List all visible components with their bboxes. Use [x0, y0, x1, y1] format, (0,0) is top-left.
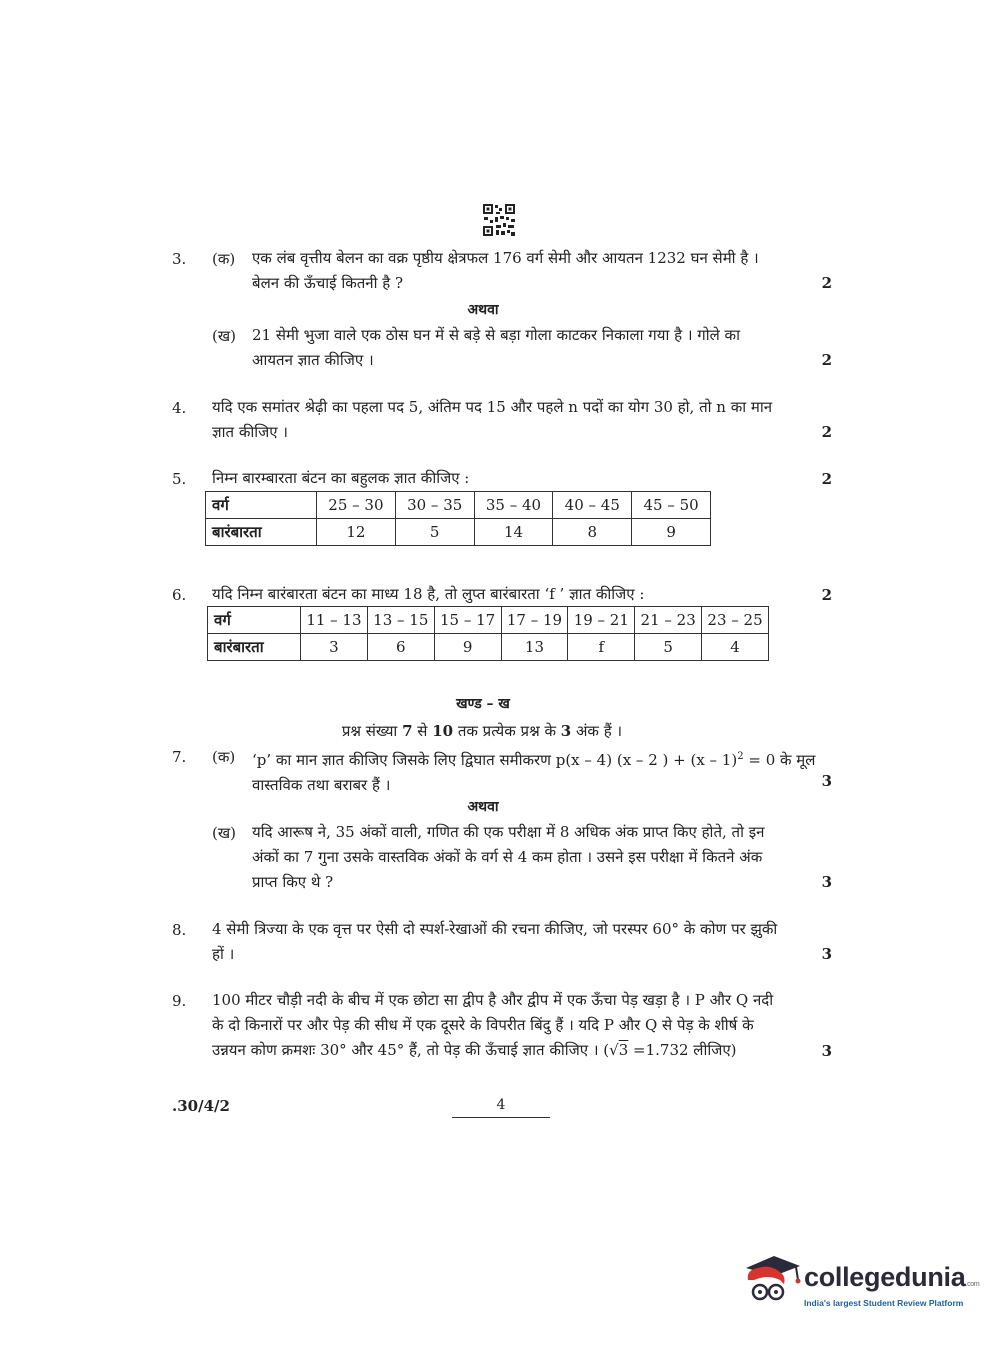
- table-row: [206, 519, 711, 546]
- brand-domain: .com: [965, 1281, 980, 1288]
- table-cell: 6: [367, 634, 434, 661]
- sub-label: (ख): [212, 327, 236, 345]
- question-9-text: [212, 988, 773, 1063]
- qr-code-icon: [482, 203, 516, 237]
- marks: 3: [821, 873, 832, 891]
- exponent: 2: [737, 751, 744, 762]
- question-number: 7.: [172, 748, 187, 766]
- question-6-text: यदि निम्न बारंबारता बंटन का माध्य 18 है, तो लुप्त बारंबारता ‘f ’ ज्ञात कीजिए :: [212, 585, 645, 603]
- table-cell: 3: [301, 634, 368, 661]
- marks: 3: [821, 772, 832, 790]
- instruction-text: अंक हैं ।: [571, 722, 623, 740]
- marks: 2: [821, 274, 832, 292]
- text-line: ज्ञात कीजिए ।: [212, 423, 288, 441]
- table-cell: 40 – 45: [553, 492, 632, 519]
- text-line: वास्तविक तथा बराबर हैं ।: [252, 776, 391, 794]
- question-5-text: निम्न बारम्बारता बंटन का बहुलक ज्ञात कीजिए :: [212, 469, 470, 487]
- table-row: [206, 492, 711, 519]
- text-line: हों ।: [212, 945, 235, 963]
- brand-tagline: India's largest Student Review Platform: [804, 1298, 964, 1308]
- brand-name: [804, 1262, 979, 1293]
- table-cell: 21 – 23: [635, 607, 702, 634]
- question-number: 6.: [172, 586, 187, 604]
- text-line: यदि आरूष ने, 35 अंकों वाली, गणित की एक परीक्षा में 8 अधिक अंक प्राप्त किए होते, तो इन: [252, 823, 765, 841]
- table-cell: 4: [702, 634, 769, 661]
- marks: 3: [821, 1042, 832, 1060]
- equation-text: = 0 के मूल: [743, 751, 816, 769]
- text-line: 4 सेमी त्रिज्या के एक वृत्त पर ऐसी दो स्पर्श-रेखाओं की रचना कीजिए, जो परस्पर 60° के कोण पर झुकी: [212, 920, 778, 938]
- text-line: [252, 744, 815, 773]
- text-line: के दो किनारों पर और पेड़ की सीध में एक दूसरे के विपरीत बिंदु हैं । यदि P और Q से पेड़ के शीर्ष के: [212, 1016, 754, 1034]
- text-line: एक लंब वृत्तीय बेलन का वक्र पृष्ठीय क्षेत्रफल 176 वर्ग सेमी और आयतन 1232 घन सेमी है ।: [252, 249, 759, 267]
- text-line: बेलन की ऊँचाई कितनी है ?: [252, 274, 404, 292]
- marks: 2: [821, 351, 832, 369]
- or-label: अथवा: [467, 302, 499, 318]
- marks: 2: [821, 423, 832, 441]
- question-number: 8.: [172, 921, 187, 939]
- table-header-cell: बारंबारता: [208, 634, 301, 661]
- table-cell: 13: [501, 634, 568, 661]
- instruction-text: तक प्रत्येक प्रश्न के: [453, 722, 561, 740]
- instruction-number: 10: [432, 722, 454, 740]
- mascot-logo-icon: [740, 1250, 802, 1310]
- table-header-cell: वर्ग: [208, 607, 301, 634]
- table-cell: 30 – 35: [395, 492, 474, 519]
- text-line: 21 सेमी भुजा वाले एक ठोस घन में से बड़े से बड़ा गोला काटकर निकाला गया है । गोले का: [252, 326, 740, 344]
- table-cell: 12: [317, 519, 396, 546]
- frequency-table: [205, 491, 711, 546]
- table-cell: 5: [635, 634, 702, 661]
- table-cell: f: [568, 634, 635, 661]
- table-cell: 23 – 25: [702, 607, 769, 634]
- table-header-cell: बारंबारता: [206, 519, 317, 546]
- question-7b-text: [252, 820, 764, 895]
- table-cell: 11 – 13: [301, 607, 368, 634]
- sub-label: (क): [212, 748, 236, 766]
- table-cell: 45 – 50: [632, 492, 711, 519]
- text-line: 100 मीटर चौड़ी नदी के बीच में एक छोटा सा द्वीप है और द्वीप में एक ऊँचा पेड़ खड़ा है । P और Q नदी: [212, 991, 774, 1009]
- table-cell: 14: [474, 519, 553, 546]
- table-cell: 35 – 40: [474, 492, 553, 519]
- instruction-number: 7: [402, 722, 413, 740]
- table-row: [208, 634, 769, 661]
- text-line: यदि एक समांतर श्रेढ़ी का पहला पद 5, अंतिम पद 15 और पहले n पदों का योग 30 हो, तो n का मान: [212, 398, 773, 416]
- text-line: अंकों का 7 गुना उसके वास्तविक अंकों के वर्ग से 4 कम होता । उसने इस परीक्षा में कितने अंक: [252, 848, 763, 866]
- question-3a-text: [252, 246, 759, 296]
- marks: 2: [821, 586, 832, 604]
- table-cell: 19 – 21: [568, 607, 635, 634]
- table-cell: 5: [395, 519, 474, 546]
- question-3b-text: [252, 323, 740, 373]
- radicand: 3: [618, 1041, 629, 1059]
- table-cell: 9: [434, 634, 501, 661]
- table-cell: 13 – 15: [367, 607, 434, 634]
- text-line: प्राप्त किए थे ?: [252, 873, 334, 891]
- table-cell: 17 – 19: [501, 607, 568, 634]
- table-cell: 9: [632, 519, 711, 546]
- paper-code: .30/4/2: [172, 1097, 230, 1115]
- table-header-cell: वर्ग: [206, 492, 317, 519]
- table-row: [208, 607, 769, 634]
- question-number: 3.: [172, 250, 187, 268]
- equation-text: ‘p’ का मान ज्ञात कीजिए जिसके लिए द्विघात समीकरण p(x – 4) (x – 2 ) + (x – 1): [252, 751, 738, 769]
- question-8-text: [212, 917, 777, 967]
- question-number: 5.: [172, 470, 187, 488]
- instruction-text: से: [412, 722, 433, 740]
- brand-name-text: collegedunia: [804, 1262, 966, 1292]
- instruction-text: प्रश्न संख्या: [341, 722, 403, 740]
- or-label: अथवा: [467, 799, 499, 815]
- text-line: [212, 1038, 773, 1063]
- text-line: आयतन ज्ञात कीजिए ।: [252, 351, 374, 369]
- question-number: 9.: [172, 992, 187, 1010]
- question-4-text: [212, 395, 772, 445]
- question-number: 4.: [172, 399, 187, 417]
- table-cell: 8: [553, 519, 632, 546]
- question-7a-text: [252, 744, 815, 798]
- table-cell: 15 – 17: [434, 607, 501, 634]
- sub-label: (क): [212, 250, 236, 268]
- section-instruction: [0, 719, 964, 743]
- marks: 3: [821, 945, 832, 963]
- sub-label: (ख): [212, 824, 236, 842]
- brand-logo: [740, 1250, 980, 1316]
- table-cell: 25 – 30: [317, 492, 396, 519]
- sqrt-symbol: √: [609, 1041, 619, 1059]
- marks: 2: [821, 470, 832, 488]
- text-segment: उन्नयन कोण क्रमशः 30° और 45° हैं, तो पेड़ की ऊँचाई ज्ञात कीजिए । (: [212, 1041, 610, 1059]
- text-segment: =1.732 लीजिए): [628, 1041, 737, 1059]
- section-title: खण्ड – ख: [456, 696, 510, 712]
- frequency-table: [207, 606, 769, 661]
- instruction-number: 3: [560, 722, 572, 740]
- page-number: 4: [452, 1097, 550, 1118]
